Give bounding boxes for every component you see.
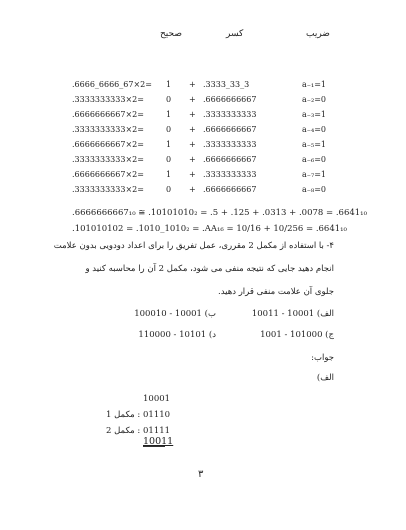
question-line-2: انجام دهید جایی که نتیجه منفی می شود، مکمل 2 آن را محاسبه کنید و [85,264,334,274]
calc-result: 10011 [143,436,174,447]
part-c: ج) 101000 - 1001 [260,330,334,340]
result-line-1: .6666666667₁₀ ≅ .10101010₂ = .5 + .125 + .0313 + .0078 = .6641₁₀ [72,208,367,218]
row-integer: 0 [166,125,172,134]
row-integer: 1 [166,170,172,179]
row-coefficient: a₋₅=1 [302,140,326,149]
row-equation: .3333333333×2= [72,125,144,134]
table-row [0,125,406,138]
question-line-1: ۴- با استفاده از مکمل 2 مقرری، عمل تفریق را برای اعداد دودویی بدون علامت [53,241,334,251]
row-plus: + [189,185,196,194]
answer-label: جواب: [311,353,334,363]
table-row [0,95,406,108]
calc-number-3: 01111 [143,426,171,436]
row-coefficient: a₋₃=1 [302,110,326,119]
page-number: ۳ [198,469,204,480]
table-row [0,155,406,168]
table-row [0,110,406,123]
row-plus: + [189,170,196,179]
row-integer: 1 [166,80,172,89]
header-coefficient: ضریب [306,29,330,39]
row-coefficient: a₋₇=1 [302,170,326,179]
row-integer: 0 [166,155,172,164]
row-plus: + [189,155,196,164]
row-coefficient: a₋₄=0 [302,125,326,134]
row-equation: .6666666667×2= [72,170,144,179]
row-equation: .6666666667×2= [72,110,144,119]
row-fraction: .3333_33_3 [203,80,250,89]
part-d: د) 10101 - 110000 [138,330,216,340]
table-row [0,80,406,93]
question-line-3: جلوی آن علامت منفی قرار دهید. [218,287,334,297]
calc-label-ones-complement: مکمل 1 : [106,410,141,420]
calc-label-twos-complement: مکمل 2 : [106,426,141,436]
table-row [0,140,406,153]
row-coefficient: a₋₆=0 [302,155,326,164]
row-coefficient: a₋₂=0 [302,95,326,104]
header-integer: صحیح [160,29,182,39]
row-fraction: .6666666667 [203,185,257,194]
table-row [0,185,406,198]
row-plus: + [189,110,196,119]
answer-part-label: الف) [316,373,334,383]
row-coefficient: a₋₁=1 [302,80,326,89]
result-line-2: .101010102 = .1010_1010₂ = .AA₁₆ = 10/16 + 10/256 = .6641₁₀ [72,224,347,234]
row-fraction: .6666666667 [203,125,257,134]
header-fraction: کسر [226,29,244,39]
row-integer: 1 [166,110,172,119]
row-fraction: .6666666667 [203,155,257,164]
row-integer: 0 [166,185,172,194]
calc-number-2: 01110 [143,410,171,420]
row-equation: .3333333333×2= [72,185,144,194]
row-integer: 1 [166,140,172,149]
table-row [0,170,406,183]
row-equation: .3333333333×2= [72,95,144,104]
row-plus: + [189,95,196,104]
row-fraction: .3333333333 [203,140,257,149]
row-plus: + [189,80,196,89]
calc-number-1: 10001 [143,394,171,404]
row-plus: + [189,125,196,134]
row-plus: + [189,140,196,149]
row-integer: 0 [166,95,172,104]
part-b: ب) 10001 - 100010 [134,309,216,319]
row-fraction: .6666666667 [203,95,257,104]
row-equation: .3333333333×2= [72,155,144,164]
row-fraction: .3333333333 [203,170,257,179]
part-a: الف) 10001 - 10011 [251,309,334,319]
row-equation: .6666666667×2= [72,140,144,149]
row-fraction: .3333333333 [203,110,257,119]
row-coefficient: a₋₈=0 [302,185,326,194]
row-equation: .6666_6666_67×2= [72,80,152,89]
